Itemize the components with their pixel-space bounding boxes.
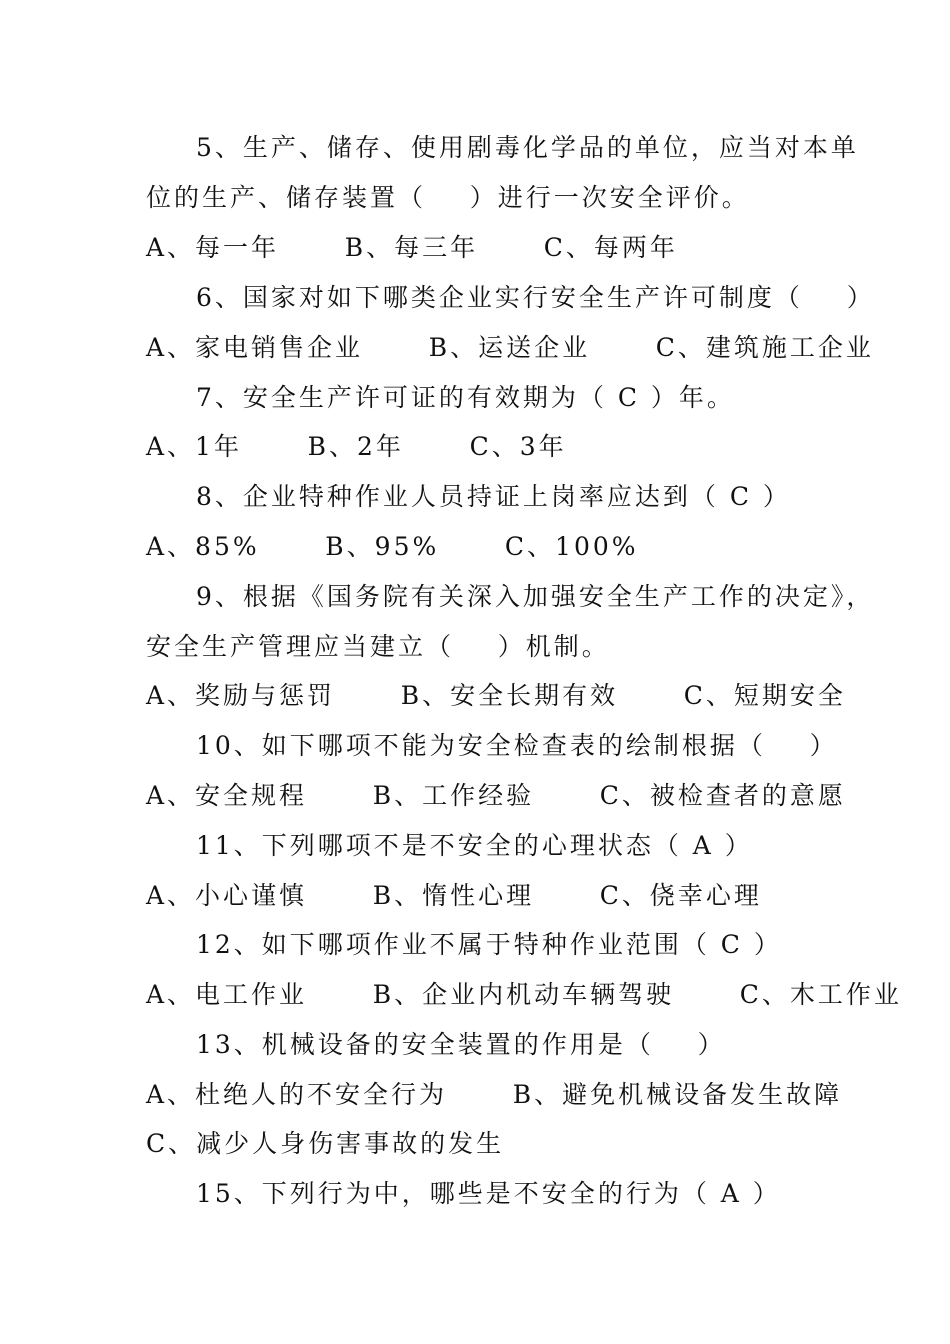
question-6: 6、国家对如下哪类企业实行安全生产许可制度（ ） — [196, 283, 875, 312]
question-13-options-line-1: A、杜绝人的不安全行为 B、避免机械设备发生故障 — [146, 1080, 843, 1109]
question-12-options: A、电工作业 B、企业内机动车辆驾驶 C、木工作业 — [146, 980, 902, 1009]
question-5-options: A、每一年 B、每三年 C、每两年 — [146, 233, 678, 262]
question-10-options: A、安全规程 B、工作经验 C、被检查者的意愿 — [146, 781, 846, 810]
question-9-line-2: 安全生产管理应当建立（ ）机制。 — [146, 632, 610, 661]
question-11-options: A、小心谨慎 B、惰性心理 C、侥幸心理 — [146, 881, 762, 910]
question-11: 11、下列哪项不是不安全的心理状态（ A ） — [196, 831, 753, 860]
question-7-options: A、1年 B、2年 C、3年 — [146, 432, 567, 461]
question-8: 8、企业特种作业人员持证上岗率应达到（ C ） — [196, 482, 791, 511]
question-15: 15、下列行为中，哪些是不安全的行为（ A ） — [196, 1179, 781, 1208]
question-9-line-1: 9、根据《国务院有关深入加强安全生产工作的决定》， — [196, 582, 875, 611]
question-8-options: A、85% B、95% C、100% — [146, 532, 639, 561]
question-12: 12、如下哪项作业不属于特种作业范围（ C ） — [196, 930, 782, 959]
question-6-options: A、家电销售企业 B、运送企业 C、建筑施工企业 — [146, 333, 874, 362]
question-7: 7、安全生产许可证的有效期为（ C ）年。 — [196, 383, 735, 412]
question-13-options-line-2: C、减少人身伤害事故的发生 — [146, 1129, 505, 1158]
question-9-options: A、奖励与惩罚 B、安全长期有效 C、短期安全 — [146, 681, 846, 710]
question-5-line-1: 5、生产、储存、使用剧毒化学品的单位，应当对本单 — [196, 133, 859, 162]
question-13: 13、机械设备的安全装置的作用是（ ） — [196, 1030, 726, 1059]
question-10: 10、如下哪项不能为安全检查表的绘制根据（ ） — [196, 731, 838, 760]
question-5-line-2: 位的生产、储存装置（ ）进行一次安全评价。 — [146, 183, 750, 212]
